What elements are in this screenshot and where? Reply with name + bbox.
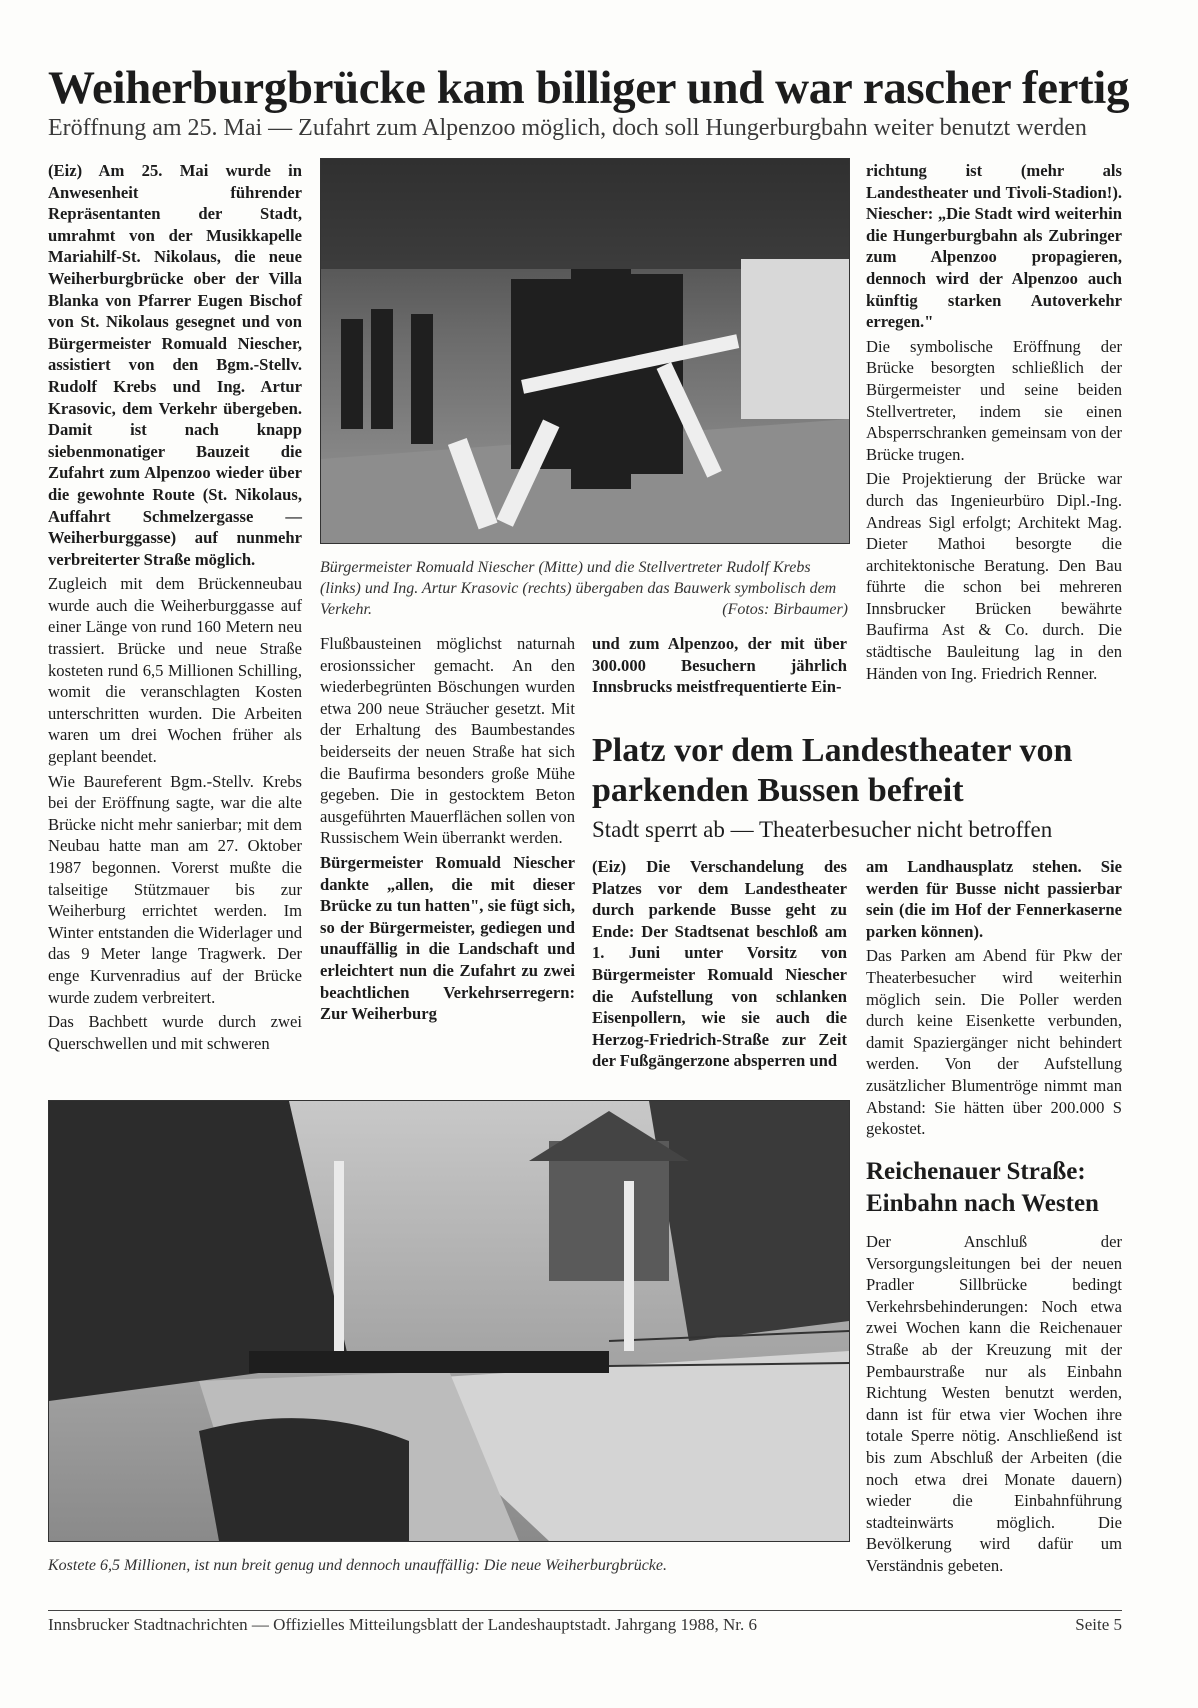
- photo1-caption: [320, 557, 848, 620]
- article1-paragraph: Die Projektierung der Brücke war durch das Ingenieurbüro Dipl.-Ing. Andreas Sigl erfolgt; Architekt Mag. Dieter Mathoi besorgte die architektonische Beratung. Den Bau führte die schon bei mehreren Innsbrucker Brücken bewährte Baufirma Ast & Co. durch. Die städtische Bauleitung lag in den Händen von Ing. Friedrich Renner.: [866, 469, 1122, 683]
- photo2-caption: Kostete 6,5 Millionen, ist nun breit genug und dennoch unauffällig: Die neue Weiherburgbrücke.: [48, 1557, 668, 1574]
- article1-column-1: [48, 160, 302, 1057]
- article1-paragraph: Das Bachbett wurde durch zwei Querschwellen und mit schweren: [48, 1012, 302, 1053]
- subheadline-landestheater: Stadt sperrt ab — Theaterbesucher nicht betroffen: [592, 817, 1053, 842]
- photo-opening-ceremony: [320, 158, 850, 544]
- footer-publication: Innsbrucker Stadtnachrichten — Offizielles Mitteilungsblatt der Landeshauptstadt. Jahrgang 1988, Nr. 6: [48, 1615, 757, 1634]
- article2-lead-paragraph: am Landhausplatz stehen. Sie werden für Busse nicht passierbar sein (die im Hof der Fennerkaserne parken können).: [866, 857, 1122, 941]
- article1-column-4: [866, 160, 1122, 687]
- article2-paragraph: Das Parken am Abend für Pkw der Theaterbesucher wird weiterhin möglich sein. Die Poller werden durch keine Eisenkette verbunden, damit Spaziergänger nicht behindert werden. Von der Aufstellung zusätzlicher Blumentröge nimmt man Abstand: Sie hätten über 200.000 S gekostet.: [866, 946, 1122, 1139]
- headline-weiherburgbruecke: Weiherburgbrücke kam billiger und war rascher fertig: [48, 62, 1130, 114]
- footer-divider: [48, 1610, 1122, 1611]
- article1-paragraph: Zugleich mit dem Brückenneubau wurde auch die Weiherburggasse auf einer Länge von rund 160 Metern neu trassiert. Brücke und neue Straße kosteten rund 6,5 Millionen Schilling, womit die veranschlagten Kosten unterschritten wurden. Die Arbeiten waren um drei Wochen früher als geplant beendet.: [48, 574, 302, 767]
- article1-column-3: und zum Alpenzoo, der mit über 300.000 Besuchern jährlich Innsbrucks meistfrequentierte Ein-: [592, 634, 847, 697]
- article1-column-2: [320, 633, 575, 1028]
- headline-reichenauer-strasse: Reichenauer Straße: Einbahn nach Westen: [866, 1158, 1099, 1217]
- photo-credit: (Fotos: Birbaumer): [722, 601, 848, 618]
- article2-column-1: (Eiz) Die Verschandelung des Platzes vor dem Landestheater durch parkende Busse geht zu Ende: Der Stadtsenat beschloß am 1. Juni unter Vorsitz von Bürgermeister Romuald Niescher die Aufstellung von schlanken Eisenpollern, wie sie auch die Herzog-Friedrich-Straße zur Zeit der Fußgängerzone absperren und: [592, 857, 847, 1071]
- photo-new-bridge-image: [49, 1101, 849, 1541]
- headline-landestheater: Platz vor dem Landestheater von parkenden Bussen befreit: [592, 732, 1073, 809]
- article1-paragraph: Wie Baureferent Bgm.-Stellv. Krebs bei der Eröffnung sagte, war die alte Brücke nicht mehr sanierbar; mit dem Neubau hatte man am 27. Oktober 1987 begonnen. Vorerst mußte die talseitige Stützmauer bis zur Weiherburg errichtet werden. Im Winter entstanden die Widerlager und das 9 Meter lange Tragwerk. Der enge Kurvenradius auf der Brücke wurde zudem verbreitert.: [48, 771, 302, 1007]
- article2-column-2: [866, 856, 1122, 1143]
- page-number: Seite 5: [1075, 1615, 1122, 1634]
- article3-body: Der Anschluß der Versorgungsleitungen bei der neuen Pradler Sillbrücke bedingt Verkehrsbehinderungen: Noch etwa zwei Wochen kann die Reichenauer Straße ab der Kreuzung mit der Pembaurstraße nur als Einbahn Richtung Westen benutzt werden, dann ist für etwa vier Wochen ihre totale Sperre nötig. Anschließend ist bis zum Abschluß der Arbeiten (die noch etwa drei Monate dauern) wieder die Einbahnführung stadteinwärts möglich. Die Bevölkerung wird dafür um Verständnis gebeten.: [866, 1232, 1122, 1575]
- article1-paragraph: Flußbausteinen möglichst naturnah erosionssicher gemacht. An den wiederbegrünten Böschungen wurden etwa 200 neue Sträucher gesetzt. Mit der Erhaltung des Baumbestandes beiderseits der neuen Straße hat sich die Baufirma besonders große Mühe gegeben. Die in gestocktem Beton ausgeführten Mauerflächen sollen von Russischem Wein überrankt werden.: [320, 634, 575, 848]
- photo-opening-ceremony-image: [321, 159, 849, 543]
- photo-new-bridge: [48, 1100, 850, 1542]
- article1-quote-paragraph: richtung ist (mehr als Landestheater und Tivoli-Stadion!). Niescher: „Die Stadt wird weiterhin die Hungerburgbahn als Zubringer zum Alpenzoo propagieren, dennoch wird der Alpenzoo auch künftig starken Autoverkehr erregen.": [866, 161, 1122, 332]
- article1-paragraph-bold: Bürgermeister Romuald Niescher dankte „allen, die mit dieser Brücke zu tun hatten", sie fügt sich, so der Bürgermeister, gediegen und unauffällig in die Landschaft und erleichtert nun die Zufahrt zu zwei beachtlichen Verkehrserregern: Zur Weiherburg: [320, 852, 575, 1024]
- article1-lead-paragraph: (Eiz) Am 25. Mai wurde in Anwesenheit führender Repräsentanten der Stadt, umrahmt von der Musikkapelle Mariahilf-St. Nikolaus, die neue Weiherburgbrücke ober der Villa Blanka von Pfarrer Eugen Bischof von St. Nikolaus gesegnet und von Bürgermeister Romuald Niescher, assistiert von den Bgm.-Stellv. Rudolf Krebs und Ing. Artur Krasovic, dem Verkehr übergeben. Damit ist nach knapp siebenmonatiger Bauzeit die Zufahrt zum Alpenzoo wieder über die gewohnte Route (St. Nikolaus, Auffahrt Schmelzergasse — Weiherburggasse) auf nunmehr verbreiterter Straße möglich.: [48, 161, 302, 569]
- article1-paragraph: Die symbolische Eröffnung der Brücke besorgten schließlich der Bürgermeister und seine beiden Stellvertreter, indem sie einen Absperrschranken gemeinsam von der Brücke trugen.: [866, 336, 1122, 464]
- subheadline-weiherburgbruecke: Eröffnung am 25. Mai — Zufahrt zum Alpenzoo möglich, doch soll Hungerburgbahn weiter benutzt werden: [48, 115, 1087, 141]
- photo1-caption-text: Bürgermeister Romuald Niescher (Mitte) und die Stellvertreter Rudolf Krebs (links) und Ing. Artur Krasovic (rechts) übergaben das Bauwerk symbolisch dem Verkehr.: [320, 559, 837, 618]
